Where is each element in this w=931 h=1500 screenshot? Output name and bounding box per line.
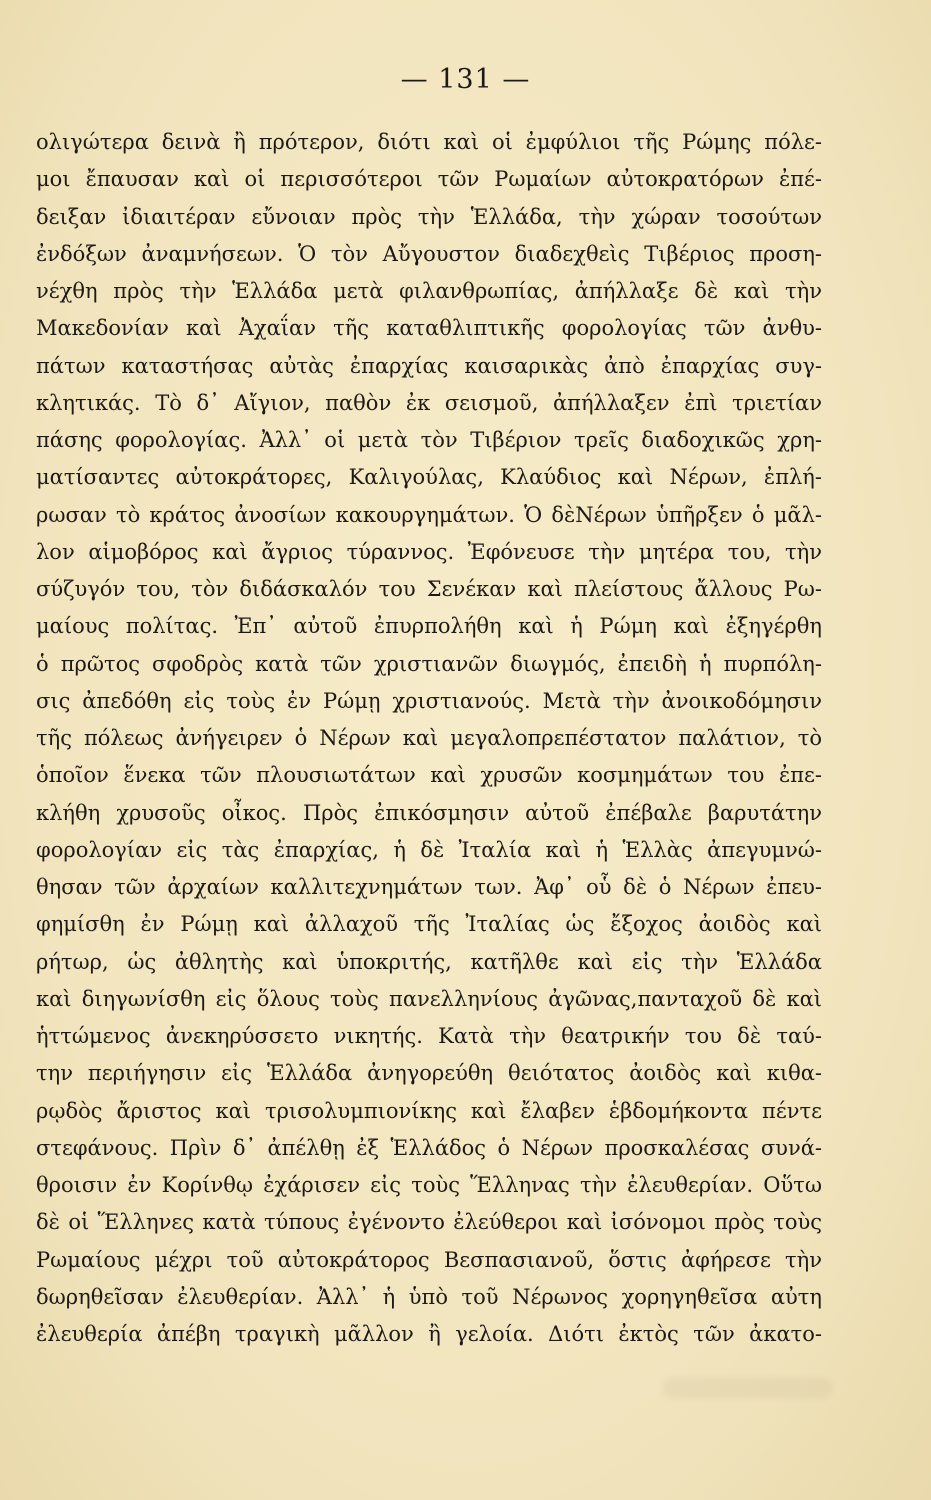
text-line: ρωσαν τὸ κράτος ἀνοσίων κακουργημάτων. Ὁ δὲΝέρων ὑπῆρξεν ὁ μᾶλ- <box>36 502 822 527</box>
text-line: τῆς πόλεως ἀνήγειρεν ὁ Νέρων καὶ μεγαλοπρεπέστατον παλάτιον, τὸ <box>36 726 822 750</box>
text-line: θησαν τῶν ἀρχαίων καλλιτεχνημάτων των. Ἀφ᾽ οὗ δὲ ὁ Νέρων ἐπευ- <box>36 875 822 899</box>
text-line: πάτων καταστήσας αὐτὰς ἐπαρχίας καισαρικὰς ἀπὸ ἐπαρχίας συγ- <box>36 353 822 378</box>
text-line: την περιήγησιν εἰς Ἑλλάδα ἀνηγορεύθη θειότατος ἀοιδὸς καὶ κιθα- <box>36 1061 822 1086</box>
text-line: ρήτωρ, ὡς ἀθλητὴς καὶ ὑποκριτής, κατῆλθε καὶ εἰς τὴν Ἑλλάδα <box>36 949 822 974</box>
text-line: μαίους πολίτας. Ἐπ᾽ αὐτοῦ ἐπυρπολήθη καὶ ἡ Ρώμη καὶ ἐξηγέρθη <box>36 614 822 639</box>
text-line: ὁ πρῶτος σφοδρὸς κατὰ τῶν χριστιανῶν διωγμός, ἐπειδὴ ἡ πυρπόλη- <box>36 651 822 676</box>
text-line: λον αἱμοβόρος καὶ ἄγριος τύραννος. Ἐφόνευσε τὴν μητέρα του, τὴν <box>36 539 822 564</box>
text-line: σις ἀπεδόθη εἰς τοὺς ἐν Ρώμῃ χριστιανούς. Μετὰ τὴν ἀνοικοδόμησιν <box>36 688 822 713</box>
text-line: ολιγώτερα δεινὰ ἢ πρότερον, διότι καὶ οἱ ἐμφύλιοι τῆς Ρώμης πόλε- <box>36 130 822 154</box>
text-line: Μακεδονίαν καὶ Ἀχαΐαν τῆς καταθλιπτικῆς φορολογίας τῶν ἀνθυ- <box>36 316 822 341</box>
text-line: κλήθη χρυσοῦς οἶκος. Πρὸς ἐπικόσμησιν αὐτοῦ ἐπέβαλε βαρυτάτην <box>36 800 822 825</box>
text-line: καὶ διηγωνίσθη εἰς ὅλους τοὺς πανελληνίους ἀγῶνας,πανταχοῦ δὲ καὶ <box>36 986 822 1011</box>
text-line: νέχθη πρὸς τὴν Ἑλλάδα μετὰ φιλανθρωπίας, ἀπήλλαξε δὲ καὶ τὴν <box>36 279 822 303</box>
text-line: ὁποῖον ἕνεκα τῶν πλουσιωτάτων καὶ χρυσῶν κοσμημάτων του ἐπε- <box>36 763 822 788</box>
text-line: ρῳδὸς ἄριστος καὶ τρισολυμπιονίκης καὶ ἔλαβεν ἑβδομήκοντα πέντε <box>36 1098 822 1123</box>
text-line: θροισιν ἐν Κορίνθῳ ἐχάρισεν εἰς τοὺς Ἕλληνας τὴν ἐλευθερίαν. Οὕτω <box>36 1173 822 1197</box>
text-line: σύζυγόν του, τὸν διδάσκαλόν του Σενέκαν καὶ πλείστους ἄλλους Ρω- <box>36 577 822 601</box>
text-line: δειξαν ἰδιαιτέραν εὔνοιαν πρὸς τὴν Ἑλλάδα, τὴν χώραν τοσούτων <box>36 204 822 229</box>
text-line: δωρηθεῖσαν ἐλευθερίαν. Ἀλλ᾽ ἡ ὑπὸ τοῦ Νέρωνος χορηγηθεῖσα αὐτη <box>36 1284 822 1309</box>
text-line: ἐλευθερία ἀπέβη τραγικὴ μᾶλλον ἢ γελοία. Διότι ἐκτὸς τῶν ἀκατο- <box>36 1322 822 1346</box>
text-line: δὲ οἱ Ἕλληνες κατὰ τύπους ἐγένοντο ἐλεύθεροι καὶ ἰσόνομοι πρὸς τοὺς <box>36 1210 822 1235</box>
text-line: πάσης φορολογίας. Ἀλλ᾽ οἱ μετὰ τὸν Τιβέριον τρεῖς διαδοχικῶς χρη- <box>36 428 822 452</box>
text-line: ματίσαντες αὐτοκράτορες, Καλιγούλας, Κλαύδιος καὶ Νέρων, ἐπλή- <box>36 465 822 490</box>
page-number: — 131 — <box>400 64 531 95</box>
text-line: ἐνδόξων ἀναμνήσεων. Ὁ τὸν Αὔγουστον διαδεχθεὶς Τιβέριος προση- <box>36 241 822 266</box>
text-line: φορολογίαν εἰς τὰς ἐπαρχίας, ἡ δὲ Ἰταλία καὶ ἡ Ἑλλὰς ἀπεγυμνώ- <box>36 837 822 862</box>
text-line: μοι ἔπαυσαν καὶ οἱ περισσότεροι τῶν Ρωμαίων αὐτοκρατόρων ἐπέ- <box>36 167 822 192</box>
text-line: κλητικάς. Τὸ δ᾽ Αἴγιον, παθὸν ἐκ σεισμοῦ, ἀπήλλαξεν ἐπὶ τριετίαν <box>36 390 822 415</box>
body-text <box>36 124 822 1353</box>
text-line: ἡττώμενος ἀνεκηρύσσετο νικητής. Κατὰ τὴν θεατρικήν του δὲ ταύ- <box>36 1024 822 1048</box>
text-line: φημίσθη ἐν Ρώμῃ καὶ ἀλλαχοῦ τῆς Ἰταλίας ὡς ἔξοχος ἀοιδὸς καὶ <box>36 912 822 937</box>
page-smudge <box>662 1378 832 1398</box>
text-line: Ρωμαίους μέχρι τοῦ αὐτοκράτορος Βεσπασιανοῦ, ὅστις ἀφήρεσε τὴν <box>36 1247 822 1272</box>
text-line: στεφάνους. Πρὶν δ᾽ ἀπέλθῃ ἐξ Ἑλλάδος ὁ Νέρων προσκαλέσας συνά- <box>36 1135 822 1160</box>
